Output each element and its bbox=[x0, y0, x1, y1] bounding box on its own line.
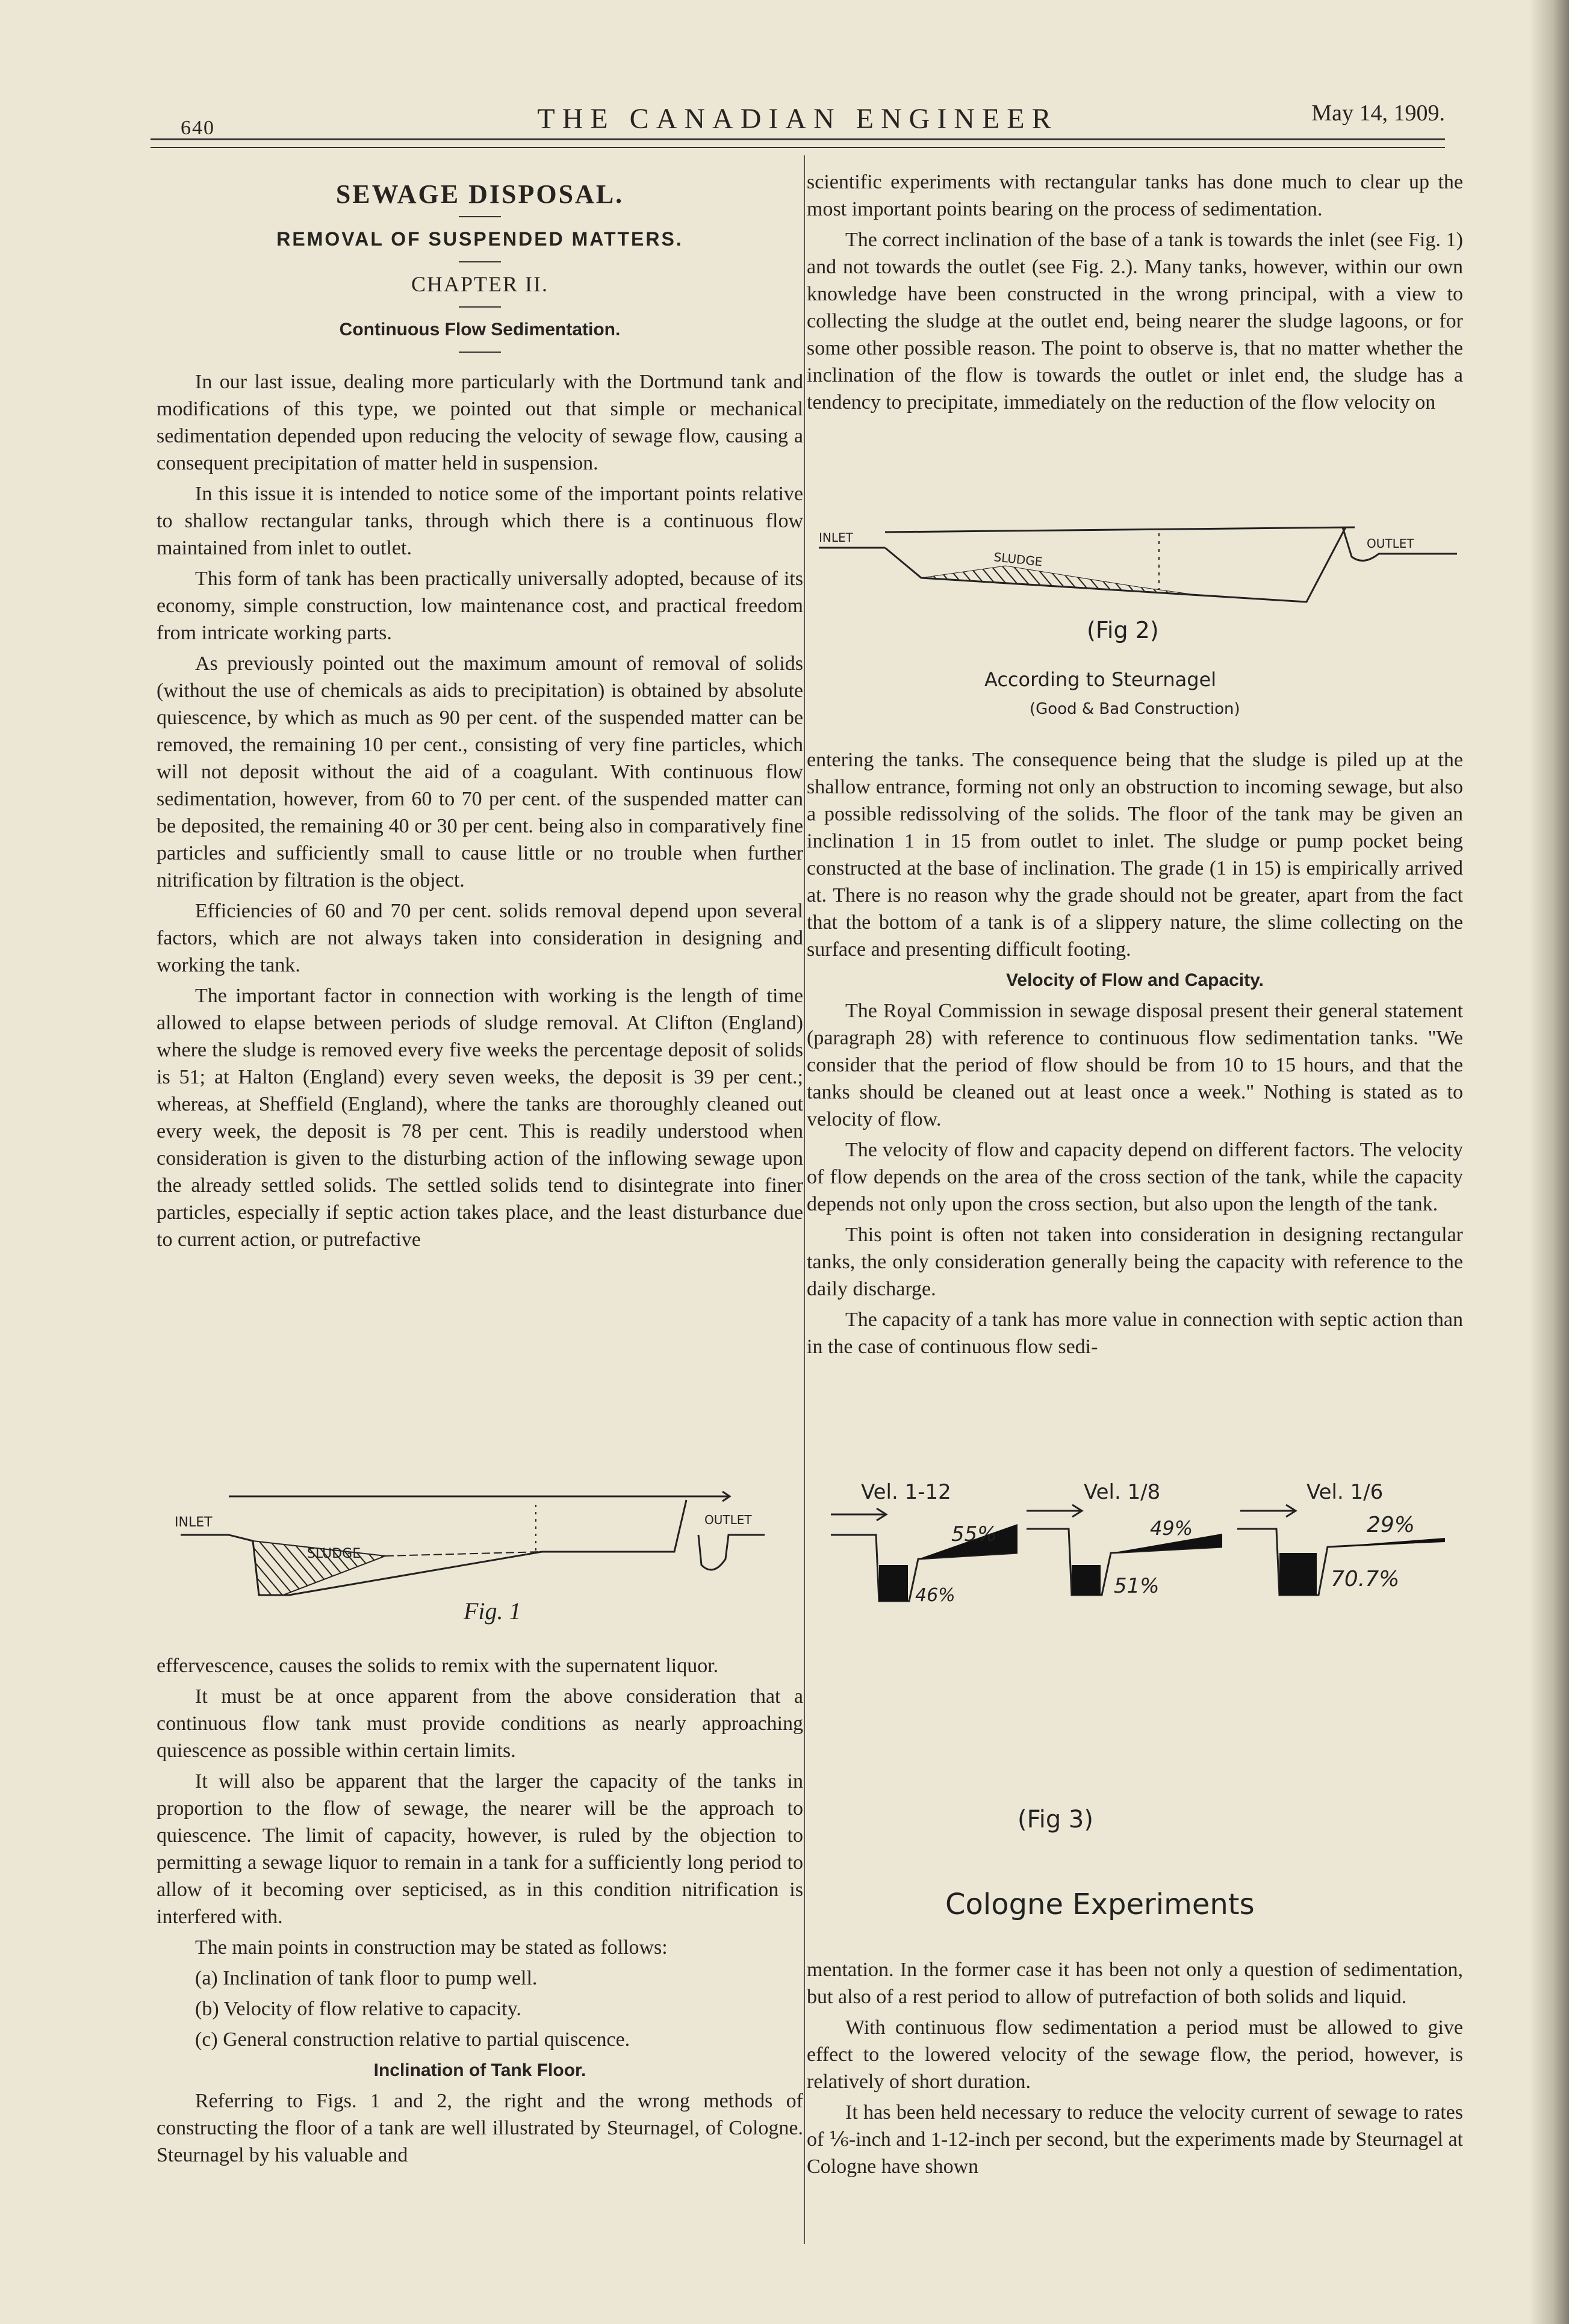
paragraph: The main points in construction may be stated as follows: bbox=[195, 1936, 668, 1959]
masthead: THE CANADIAN ENGINEER bbox=[537, 103, 1058, 135]
paragraph: entering the tanks. The consequence being that the sludge is piled up at the shallow entrance, forming not only an obstruction to incoming sewage, but also a possible redissolving of the solids. The floor of the tank may be given an inclination 1 in 15 from outlet to inlet. The sludge or pump pocket being constructed at the base of inclination. The grade (1 in 15) is empirically arrived at. There is no reason why the grade should not be greater, apart from the fact that the bottom of a tank is of a slippery nature, the slime collecting on the surface and presenting difficult footing. bbox=[807, 749, 1463, 961]
header-rule-thin bbox=[151, 147, 1445, 148]
section-heading: Velocity of Flow and Capacity. bbox=[1006, 970, 1264, 990]
paragraph: The capacity of a tank has more value in connection with septic action than in the case of continuous flow sedi- bbox=[807, 1309, 1463, 1358]
fig1-caption: Fig. 1 bbox=[464, 1597, 521, 1625]
fig3-caption: (Fig 3) bbox=[1018, 1806, 1093, 1833]
fig3-label-70-7: 70.7% bbox=[1331, 1567, 1400, 1591]
section-heading: Continuous Flow Sedimentation. bbox=[339, 320, 621, 339]
figure-1 bbox=[169, 1487, 807, 1667]
paragraph: As previously pointed out the maximum amount of removal of solids (without the use of chemicals as aids to precipitation) is obtained by absolute quiescence, by which as much as 90 per cent. of the suspended matter can be removed, the remaining 10 per cent., consisting of very fine particles, which will not deposit without the aid of a coagulant. With continuous flow sedimentation, however, from 60 to 70 per cent. of the suspended matter can be deposited, the remaining 40 or 30 per cent. being also in comparatively fine particles and sufficiently small to cause little or no trouble when further nitrification by filtration is the object. bbox=[157, 652, 803, 891]
fig1-outlet-label: OUTLET bbox=[704, 1513, 752, 1527]
header-rule bbox=[151, 138, 1445, 140]
fig1-sludge-label: SLUDGE bbox=[307, 1546, 361, 1561]
figure-2 bbox=[813, 512, 1463, 740]
list-item: (c) General construction relative to partial quiscence. bbox=[195, 2028, 630, 2051]
paragraph: mentation. In the former case it has been not only a question of sedimentation, but also of a rest period to allow of putrefaction of both solids and liquid. bbox=[807, 1959, 1463, 2008]
article-title: SEWAGE DISPOSAL. bbox=[335, 179, 624, 209]
paragraph: The important factor in connection with working is the length of time allowed to elapse between periods of sludge removal. At Clifton (England) where the sludge is removed every five weeks the percentage deposit of solids is 51; at Halton (England) every seven weeks, the deposit is 39 per cent.; whereas, at Sheffield (England), where the tanks are thoroughly cleaned out every week, the deposit is 78 per cent. This is readily understood when consideration is given to the disturbing action of the inflowing sewage upon the already settled solids. The settled solids tend to disintegrate into finer particles, especially if septic action takes place, and the least disturbance due to current action, or putrefactive bbox=[157, 985, 803, 1251]
page-header bbox=[151, 90, 1445, 138]
divider bbox=[459, 216, 501, 217]
paragraph: It has been held necessary to reduce the velocity current of sewage to rates of ⅙-inch and 1-12-inch per second, but the experiments made by Steurnagel at Cologne have shown bbox=[807, 2101, 1463, 2178]
left-column-continued bbox=[157, 1652, 803, 2172]
fig3-label-51: 51% bbox=[1114, 1574, 1160, 1598]
figure-3 bbox=[813, 1475, 1463, 1944]
paragraph: The correct inclination of the base of a tank is towards the inlet (see Fig. 1) and not towards the outlet (see Fig. 2.). Many tanks, however, within our own knowledge have been constructed in the wrong principal, with a view to collecting the sludge at the outlet end, being nearer the sludge lagoons, or for some other possible reason. The point to observe is, that no matter whether the inclination of the flow is towards the outlet or inlet end, the sludge has a tendency to precipitate, immediately on the reduction of the flow velocity on bbox=[807, 229, 1463, 414]
fig3-label-46: 46% bbox=[915, 1585, 955, 1606]
fig2-source: According to Steurnagel bbox=[984, 668, 1217, 691]
right-column-continued bbox=[807, 746, 1463, 1364]
divider bbox=[459, 261, 501, 262]
fig2-caption: (Fig 2) bbox=[1087, 617, 1159, 643]
paragraph: This form of tank has been practically universally adopted, because of its economy, simple construction, low maintenance cost, and practical freedom from intricate working parts. bbox=[157, 568, 803, 644]
paragraph: scientific experiments with rectangular tanks has done much to clear up the most important points bearing on the process of sedimentation. bbox=[807, 171, 1463, 220]
fig1-inlet-label: INLET bbox=[175, 1515, 213, 1530]
column-separator bbox=[804, 155, 805, 2244]
left-column bbox=[157, 181, 803, 1257]
page-number: 640 bbox=[181, 117, 215, 139]
fig3-velocity-3: Vel. 1/6 bbox=[1306, 1480, 1384, 1504]
right-column-bottom bbox=[807, 1956, 1463, 2184]
paragraph: In our last issue, dealing more particularly with the Dortmund tank and modifications of this type, we pointed out that simple or mechanical sedimentation depended upon reducing the velocity of sewage flow, causing a consequent precipitation of matter held in suspension. bbox=[157, 371, 803, 474]
list-item: (b) Velocity of flow relative to capacity. bbox=[195, 1998, 521, 2020]
fig2-inlet-label: INLET bbox=[819, 530, 853, 545]
fig3-title: Cologne Experiments bbox=[945, 1888, 1255, 1921]
paragraph: effervescence, causes the solids to remix with the supernatent liquor. bbox=[157, 1655, 719, 1677]
paragraph: Referring to Figs. 1 and 2, the right and the wrong methods of constructing the floor of a tank are well illustrated by Steurnagel, of Cologne. Steurnagel by his valuable and bbox=[157, 2090, 803, 2166]
paragraph: Efficiencies of 60 and 70 per cent. solids removal depend upon several factors, which are not always taken into consideration in designing and working the tank. bbox=[157, 900, 803, 976]
fig3-label-29: 29% bbox=[1367, 1513, 1415, 1537]
fig3-arrows bbox=[831, 1505, 1296, 1520]
fig2-sludge-label: SLUDGE bbox=[993, 550, 1043, 569]
paragraph: It will also be apparent that the larger the capacity of the tanks in proportion to the flow of sewage, the nearer will be the approach to quiescence. The limit of capacity, however, is ruled by the objection to permitting a sewage liquor to remain in a tank for a sufficiently long period to allow of it becoming over septicised, as in this condition nitrification is interfered with. bbox=[157, 1770, 803, 1928]
binding-shadow bbox=[1529, 0, 1569, 2324]
fig3-label-55: 55% bbox=[951, 1522, 997, 1546]
chapter-heading: CHAPTER II. bbox=[411, 272, 548, 296]
paragraph: This point is often not taken into consideration in designing rectangular tanks, the only consideration generally being the capacity with reference to the daily discharge. bbox=[807, 1224, 1463, 1300]
paragraph: The Royal Commission in sewage disposal present their general statement (paragraph 28) with reference to continuous flow sedimentation tanks. "We consider that the period of flow should be from 10 to 15 hours, and that the tanks should be cleaned out at least once a week." Nothing is stated as to velocity of flow. bbox=[807, 1000, 1463, 1130]
fig3-velocity-2: Vel. 1/8 bbox=[1084, 1480, 1161, 1504]
issue-date: May 14, 1909. bbox=[1311, 101, 1445, 126]
fig2-note: (Good & Bad Construction) bbox=[1030, 700, 1240, 718]
divider bbox=[459, 306, 501, 308]
paragraph: It must be at once apparent from the above consideration that a continuous flow tank must provide conditions as nearly approaching quiescence as possible within certain limits. bbox=[157, 1685, 803, 1762]
paragraph: With continuous flow sedimentation a period must be allowed to give effect to the lowered velocity of the sewage flow, the period, however, is relatively of short duration. bbox=[807, 2016, 1463, 2093]
paragraph: The velocity of flow and capacity depend on different factors. The velocity of flow depends on the area of the cross section of the tank, while the capacity depends not only upon the cross section, but also upon the length of the tank. bbox=[807, 1139, 1463, 1215]
paragraph: In this issue it is intended to notice some of the important points relative to shallow rectangular tanks, through which there is a continuous flow maintained from inlet to outlet. bbox=[157, 483, 803, 559]
fig3-label-49: 49% bbox=[1150, 1517, 1193, 1540]
section-heading: Inclination of Tank Floor. bbox=[373, 2060, 586, 2080]
article-subtitle: REMOVAL OF SUSPENDED MATTERS. bbox=[276, 228, 683, 250]
right-column bbox=[807, 169, 1463, 420]
divider bbox=[459, 352, 501, 353]
fig3-velocity-1: Vel. 1-12 bbox=[861, 1480, 951, 1504]
fig2-outlet-label: OUTLET bbox=[1367, 536, 1414, 551]
list-item: (a) Inclination of tank floor to pump well. bbox=[195, 1967, 538, 1989]
